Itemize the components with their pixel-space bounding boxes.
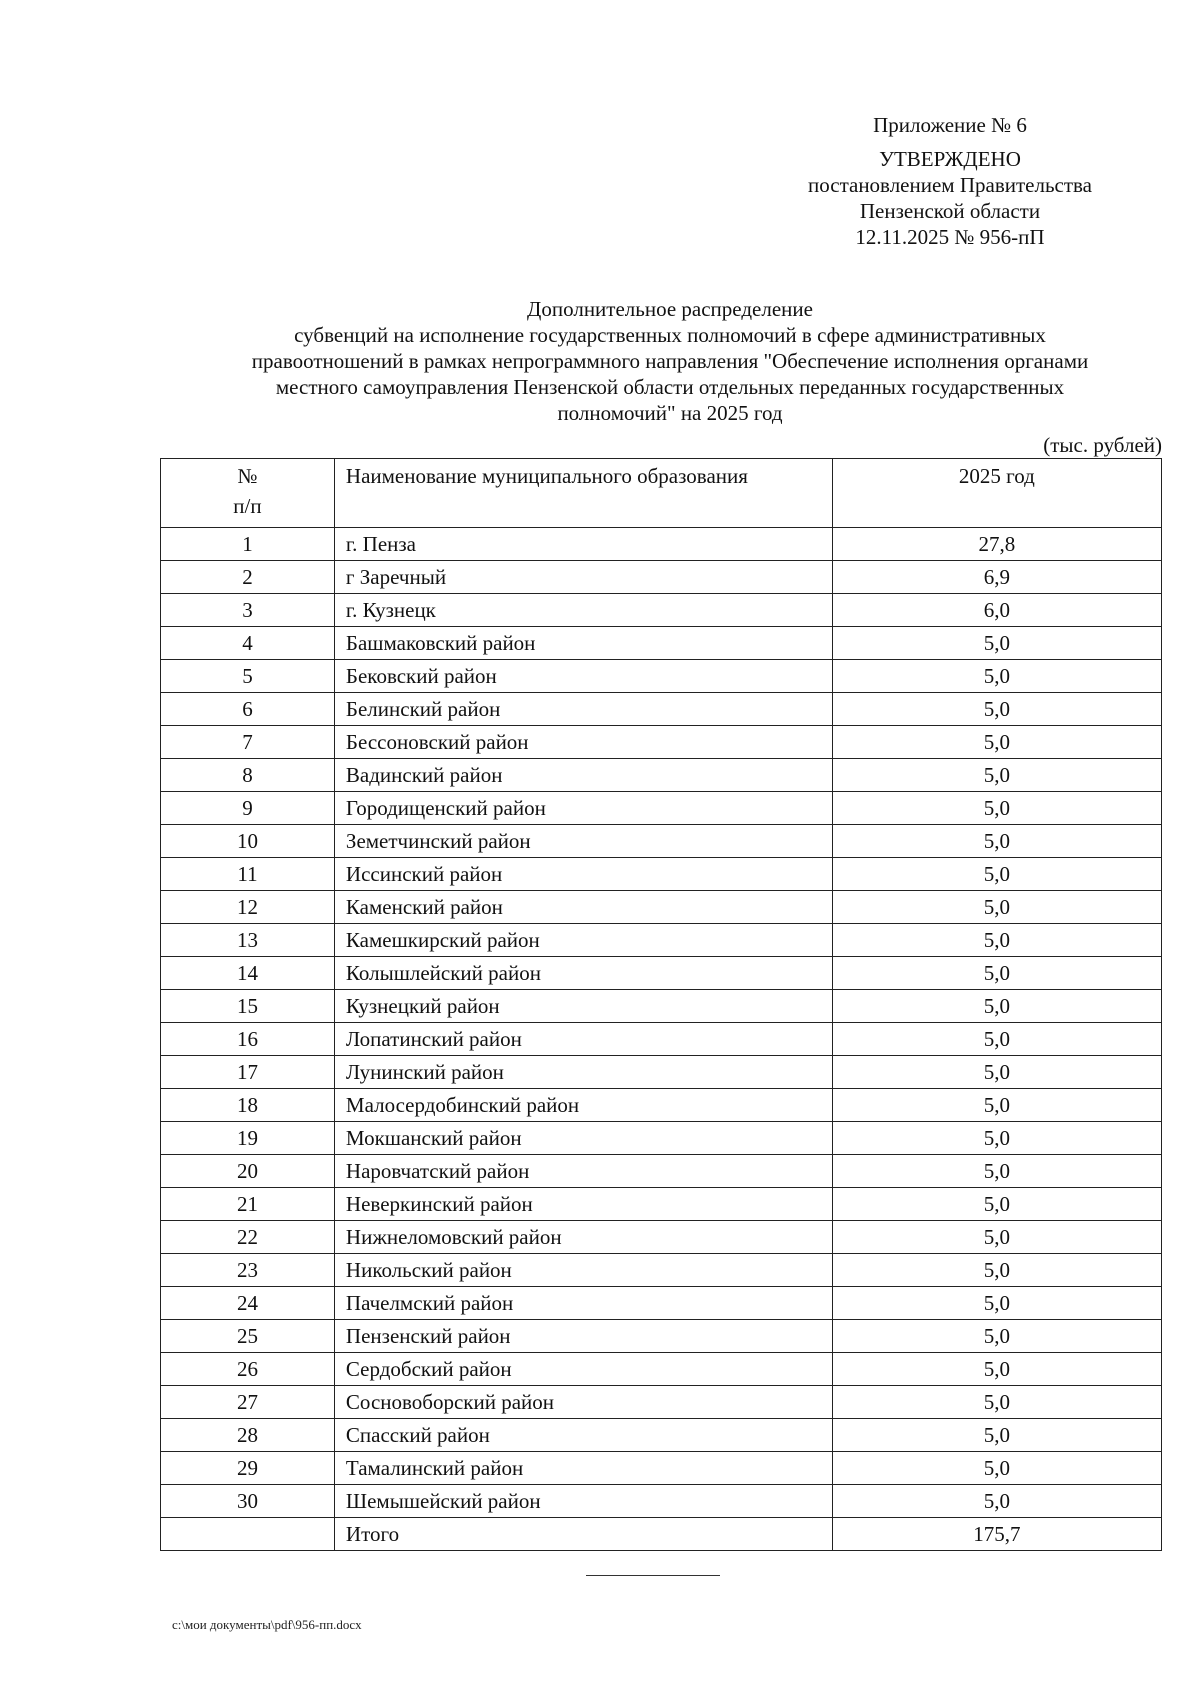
table-body bbox=[161, 528, 1162, 1551]
row-number: 2 bbox=[161, 561, 335, 594]
row-number: 11 bbox=[161, 858, 335, 891]
table-total-row bbox=[161, 1518, 1162, 1551]
title-line-5: полномочий" на 2025 год bbox=[557, 401, 783, 425]
row-value: 5,0 bbox=[832, 1155, 1161, 1188]
table-row bbox=[161, 957, 1162, 990]
row-number bbox=[161, 1518, 335, 1551]
row-number: 3 bbox=[161, 594, 335, 627]
row-number: 28 bbox=[161, 1419, 335, 1452]
row-number: 16 bbox=[161, 1023, 335, 1056]
row-value: 6,9 bbox=[832, 561, 1161, 594]
table-row bbox=[161, 693, 1162, 726]
table-header-row bbox=[161, 459, 1162, 528]
row-value: 5,0 bbox=[832, 693, 1161, 726]
row-value: 5,0 bbox=[832, 1023, 1161, 1056]
row-name: Сердобский район bbox=[334, 1353, 832, 1386]
row-value: 6,0 bbox=[832, 594, 1161, 627]
row-name: Иссинский район bbox=[334, 858, 832, 891]
row-value: 5,0 bbox=[832, 1254, 1161, 1287]
row-number: 24 bbox=[161, 1287, 335, 1320]
table-row bbox=[161, 924, 1162, 957]
approved-label: УТВЕРЖДЕНО bbox=[879, 147, 1021, 171]
row-name: Белинский район bbox=[334, 693, 832, 726]
row-number: 19 bbox=[161, 1122, 335, 1155]
table-row bbox=[161, 627, 1162, 660]
table-row bbox=[161, 1089, 1162, 1122]
row-number: 15 bbox=[161, 990, 335, 1023]
row-number: 10 bbox=[161, 825, 335, 858]
row-name: Шемышейский район bbox=[334, 1485, 832, 1518]
row-value: 5,0 bbox=[832, 759, 1161, 792]
row-number: 4 bbox=[161, 627, 335, 660]
row-value: 5,0 bbox=[832, 891, 1161, 924]
file-path-footer: c:\мои документы\pdf\956-пп.docx bbox=[172, 1617, 362, 1632]
row-name: Земетчинский район bbox=[334, 825, 832, 858]
units-label: (тыс. рублей) bbox=[1043, 433, 1162, 457]
title-line-2: субвенций на исполнение государственных полномочий в сфере административных bbox=[294, 323, 1046, 347]
row-name: Неверкинский район bbox=[334, 1188, 832, 1221]
row-name: Спасский район bbox=[334, 1419, 832, 1452]
row-name: г. Кузнецк bbox=[334, 594, 832, 627]
row-number: 6 bbox=[161, 693, 335, 726]
row-number: 21 bbox=[161, 1188, 335, 1221]
row-number: 13 bbox=[161, 924, 335, 957]
row-name: Лунинский район bbox=[334, 1056, 832, 1089]
row-value: 5,0 bbox=[832, 1353, 1161, 1386]
approved-date-line: 12.11.2025 № 956-пП bbox=[855, 225, 1045, 249]
table-row bbox=[161, 825, 1162, 858]
table-row bbox=[161, 792, 1162, 825]
row-name: Камешкирский район bbox=[334, 924, 832, 957]
row-name: Кузнецкий район bbox=[334, 990, 832, 1023]
table-row bbox=[161, 1254, 1162, 1287]
table-row bbox=[161, 759, 1162, 792]
row-name: Тамалинский район bbox=[334, 1452, 832, 1485]
header-value: 2025 год bbox=[832, 459, 1161, 528]
row-value: 5,0 bbox=[832, 1386, 1161, 1419]
row-value: 5,0 bbox=[832, 1485, 1161, 1518]
row-number: 27 bbox=[161, 1386, 335, 1419]
row-value: 5,0 bbox=[832, 1188, 1161, 1221]
table-row bbox=[161, 1155, 1162, 1188]
row-value: 5,0 bbox=[832, 1089, 1161, 1122]
row-value: 5,0 bbox=[832, 1419, 1161, 1452]
row-number: 1 bbox=[161, 528, 335, 561]
table-row bbox=[161, 1287, 1162, 1320]
row-value: 5,0 bbox=[832, 1287, 1161, 1320]
row-number: 18 bbox=[161, 1089, 335, 1122]
table-row bbox=[161, 561, 1162, 594]
row-value: 5,0 bbox=[832, 1320, 1161, 1353]
table-row bbox=[161, 990, 1162, 1023]
row-name: Башмаковский район bbox=[334, 627, 832, 660]
row-value: 175,7 bbox=[832, 1518, 1161, 1551]
table-row bbox=[161, 1320, 1162, 1353]
row-value: 5,0 bbox=[832, 924, 1161, 957]
table-row bbox=[161, 528, 1162, 561]
row-number: 29 bbox=[161, 1452, 335, 1485]
row-number: 12 bbox=[161, 891, 335, 924]
table-row bbox=[161, 891, 1162, 924]
row-name: Каменский район bbox=[334, 891, 832, 924]
table-row bbox=[161, 660, 1162, 693]
row-value: 5,0 bbox=[832, 858, 1161, 891]
row-name: Сосновоборский район bbox=[334, 1386, 832, 1419]
row-name: Малосердобинский район bbox=[334, 1089, 832, 1122]
table-row bbox=[161, 858, 1162, 891]
table-row bbox=[161, 1122, 1162, 1155]
row-value: 5,0 bbox=[832, 957, 1161, 990]
header-number bbox=[161, 459, 335, 528]
row-name: Никольский район bbox=[334, 1254, 832, 1287]
row-name: Лопатинский район bbox=[334, 1023, 832, 1056]
document-title bbox=[160, 296, 1180, 426]
table-row bbox=[161, 1056, 1162, 1089]
title-line-3: правоотношений в рамках непрограммного направления "Обеспечение исполнения органами bbox=[251, 349, 1089, 373]
row-number: 30 bbox=[161, 1485, 335, 1518]
row-number: 14 bbox=[161, 957, 335, 990]
row-name: Итого bbox=[334, 1518, 832, 1551]
table-row bbox=[161, 726, 1162, 759]
approved-by-line: постановлением Правительства bbox=[807, 173, 1092, 197]
row-name: Городищенский район bbox=[334, 792, 832, 825]
table-row bbox=[161, 1188, 1162, 1221]
row-name: г Заречный bbox=[334, 561, 832, 594]
row-number: 7 bbox=[161, 726, 335, 759]
table-row bbox=[161, 1485, 1162, 1518]
table-row bbox=[161, 1386, 1162, 1419]
row-name: г. Пенза bbox=[334, 528, 832, 561]
row-number: 22 bbox=[161, 1221, 335, 1254]
row-name: Наровчатский район bbox=[334, 1155, 832, 1188]
row-value: 5,0 bbox=[832, 825, 1161, 858]
table-row bbox=[161, 1023, 1162, 1056]
row-name: Мокшанский район bbox=[334, 1122, 832, 1155]
row-value: 27,8 bbox=[832, 528, 1161, 561]
row-value: 5,0 bbox=[832, 1122, 1161, 1155]
table-row bbox=[161, 1221, 1162, 1254]
row-name: Бековский район bbox=[334, 660, 832, 693]
table-row bbox=[161, 1419, 1162, 1452]
row-name: Нижнеломовский район bbox=[334, 1221, 832, 1254]
row-value: 5,0 bbox=[832, 1221, 1161, 1254]
row-value: 5,0 bbox=[832, 990, 1161, 1023]
appendix-number: Приложение № 6 bbox=[873, 113, 1027, 137]
row-number: 23 bbox=[161, 1254, 335, 1287]
end-separator-line bbox=[586, 1575, 720, 1576]
table-row bbox=[161, 594, 1162, 627]
row-name: Пачелмский район bbox=[334, 1287, 832, 1320]
header-name: Наименование муниципального образования bbox=[334, 459, 832, 528]
row-number: 26 bbox=[161, 1353, 335, 1386]
table-row bbox=[161, 1452, 1162, 1485]
approved-region-line: Пензенской области bbox=[859, 199, 1041, 223]
row-number: 17 bbox=[161, 1056, 335, 1089]
row-number: 8 bbox=[161, 759, 335, 792]
row-name: Колышлейский район bbox=[334, 957, 832, 990]
row-name: Пензенский район bbox=[334, 1320, 832, 1353]
row-number: 9 bbox=[161, 792, 335, 825]
row-number: 5 bbox=[161, 660, 335, 693]
row-name: Вадинский район bbox=[334, 759, 832, 792]
title-line-4: местного самоуправления Пензенской области отдельных переданных государственных bbox=[275, 375, 1065, 399]
row-value: 5,0 bbox=[832, 726, 1161, 759]
row-value: 5,0 bbox=[832, 792, 1161, 825]
table-row bbox=[161, 1353, 1162, 1386]
row-value: 5,0 bbox=[832, 1452, 1161, 1485]
header-number-line-1: № bbox=[237, 464, 258, 488]
row-number: 25 bbox=[161, 1320, 335, 1353]
title-line-1: Дополнительное распределение bbox=[527, 297, 813, 321]
row-name: Бессоновский район bbox=[334, 726, 832, 759]
row-number: 20 bbox=[161, 1155, 335, 1188]
row-value: 5,0 bbox=[832, 660, 1161, 693]
approval-block bbox=[770, 112, 1130, 250]
distribution-table bbox=[160, 458, 1162, 1551]
row-value: 5,0 bbox=[832, 1056, 1161, 1089]
row-value: 5,0 bbox=[832, 627, 1161, 660]
header-number-line-2: п/п bbox=[233, 494, 262, 518]
